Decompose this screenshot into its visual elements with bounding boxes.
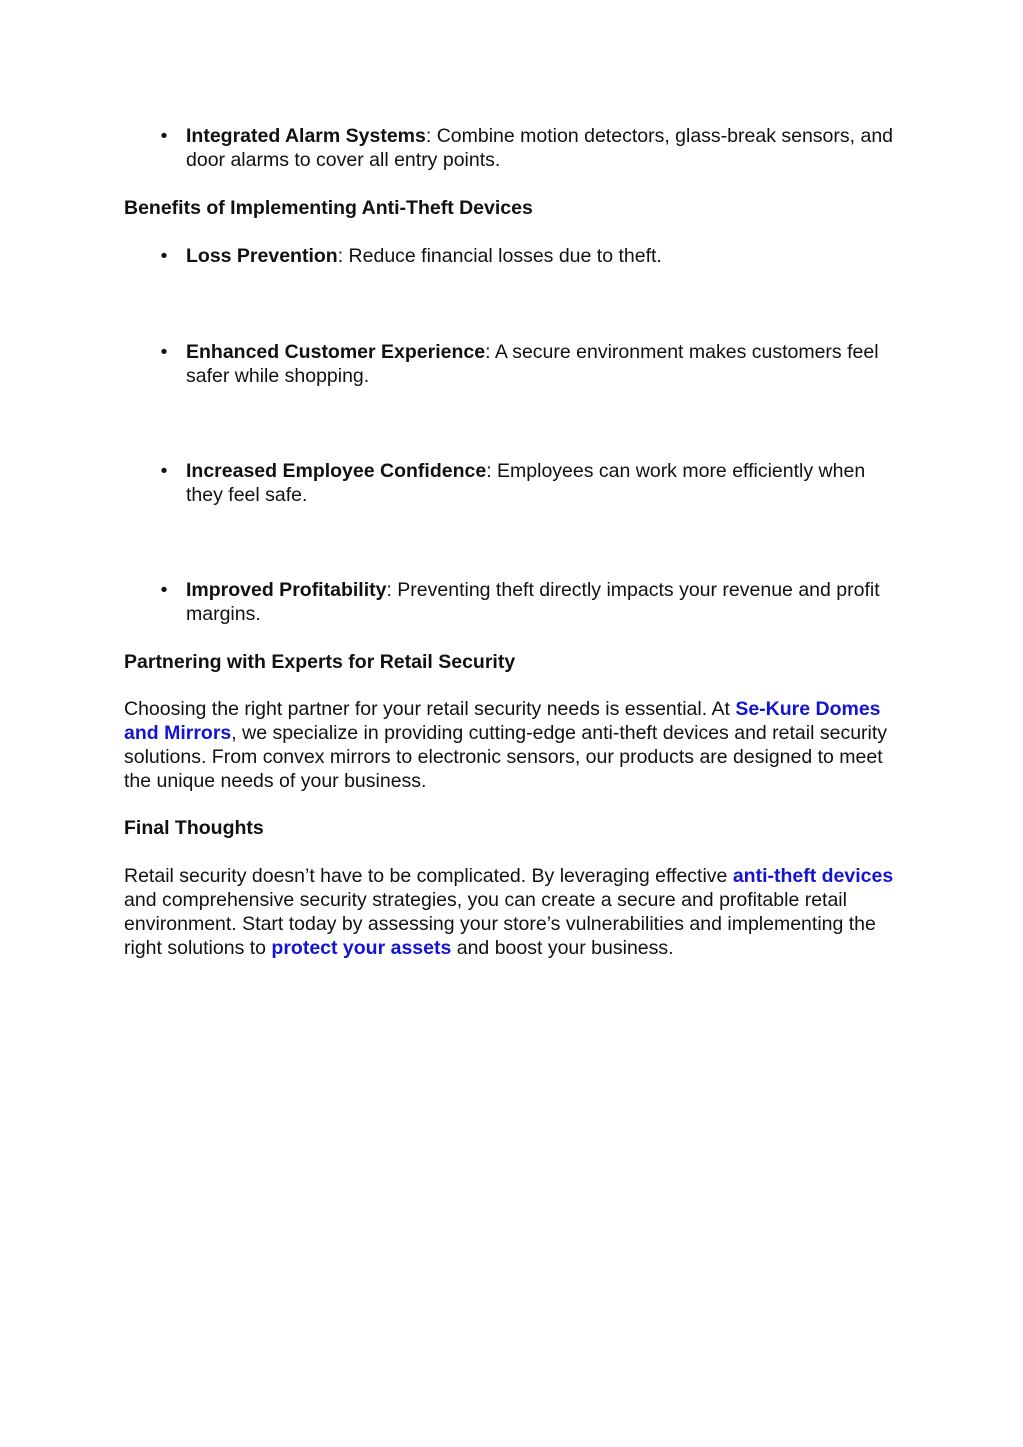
list-item-text: : Combine motion detectors, glass-break sensors, and door alarms to cover all entry points. <box>186 125 894 171</box>
paragraph-partnering <box>124 697 900 793</box>
section-heading-final-thoughts: Final Thoughts <box>124 817 264 839</box>
list-item-term: Improved Profitability <box>186 579 387 601</box>
link-se-kure-domes-and-mirrors[interactable]: Se-Kure Domes and Mirrors <box>124 698 881 744</box>
list-item-text: : A secure environment makes customers feel safer while shopping. <box>186 341 879 387</box>
list-item-loss-prevention <box>124 244 900 268</box>
paragraph-text: , we specialize in providing cutting-edge anti-theft devices and retail security solutions. From convex mirrors to electronic sensors, our products are designed to meet the unique needs of your business. <box>124 722 888 792</box>
list-item-term: Integrated Alarm Systems <box>186 125 426 147</box>
list-item-term: Loss Prevention <box>186 245 338 267</box>
link-protect-your-assets[interactable]: protect your assets <box>271 937 452 959</box>
bullet-icon: • <box>160 245 168 267</box>
bullet-icon: • <box>160 579 168 601</box>
section-heading-benefits: Benefits of Implementing Anti-Theft Devices <box>124 197 533 219</box>
paragraph-text: and boost your business. <box>451 937 674 959</box>
list-item-term: Enhanced Customer Experience <box>186 341 486 363</box>
section-heading-partnering: Partnering with Experts for Retail Security <box>124 651 516 673</box>
bullet-icon: • <box>160 460 168 482</box>
list-item-integrated-alarm-systems <box>124 124 900 172</box>
list-item-improved-profitability <box>124 578 900 626</box>
list-item-text: : Employees can work more efficiently when they feel safe. <box>186 460 866 506</box>
list-item-increased-employee-confidence <box>124 459 900 507</box>
paragraph-text: Choosing the right partner for your retail security needs is essential. At <box>124 698 736 720</box>
list-item-term: Increased Employee Confidence <box>186 460 487 482</box>
paragraph-text: Retail security doesn’t have to be complicated. By leveraging effective <box>124 865 733 887</box>
link-anti-theft-devices[interactable]: anti-theft devices <box>732 865 894 887</box>
paragraph-final-thoughts <box>124 864 900 960</box>
paragraph-text: and comprehensive security strategies, you can create a secure and profitable retail environment. Start today by assessing your store’s vulnerabilities and implementing the right solutions to <box>124 889 876 959</box>
bullet-icon: • <box>160 341 168 363</box>
list-item-enhanced-customer-experience <box>124 340 900 388</box>
list-item-text: : Reduce financial losses due to theft. <box>337 245 662 267</box>
list-item-text: : Preventing theft directly impacts your revenue and profit margins. <box>186 579 880 625</box>
bullet-icon: • <box>160 125 168 147</box>
